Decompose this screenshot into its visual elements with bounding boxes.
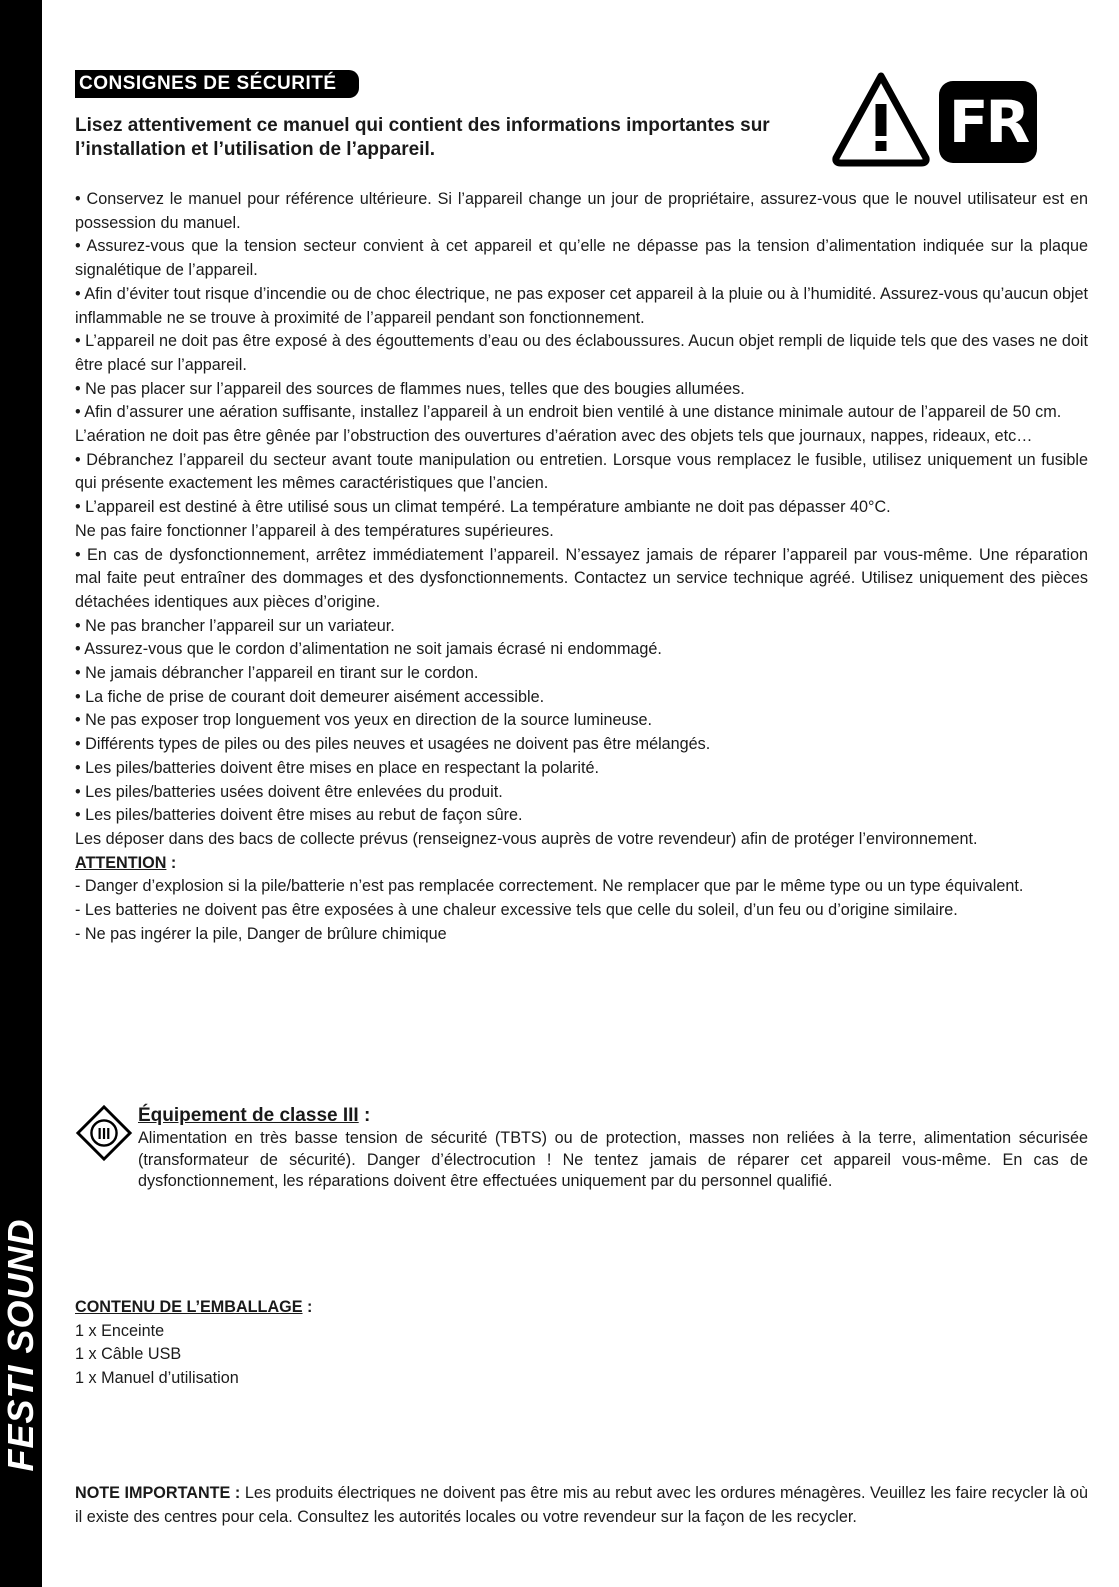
attention-suffix: : <box>166 853 177 872</box>
note-text: Les produits électriques ne doivent pas être mis au rebut avec les ordures ménagères. Veuillez les faire recycler là où il existe des centres pour cela. Consultez les autorités locales ou votre revendeur sur la façon de les recycler. <box>75 1484 1088 1526</box>
intro-text: Lisez attentivement ce manuel qui contient des informations importantes sur l’installation et l’utilisation de l’appareil. <box>75 115 770 160</box>
package-title: CONTENU DE L’EMBALLAGE <box>75 1298 303 1316</box>
class3-text: Alimentation en très basse tension de sécurité (TBTS) ou de protection, masses non reliées à la terre, alimentation sécurisée (transformateur de sécurité). Danger d’électrocution ! Ne tentez jamais de réparer cet appareil vous-même. En cas de dysfonctionnement, les réparations doivent être effectuées uniquement par du personnel qualifié. <box>138 1129 1088 1190</box>
list-item: • Assurez-vous que la tension secteur convient à cet appareil et qu’elle ne dépasse pas la tension d’alimentation indiquée sur la plaque signalétique de l’appareil. <box>75 237 1088 280</box>
safety-section <box>75 70 1088 947</box>
list-item: • Ne pas brancher l’appareil sur un variateur. <box>75 616 395 635</box>
list-item: • L’appareil ne doit pas être exposé à des égouttements d’eau ou des éclaboussures. Aucun objet rempli de liquide tels que des vases ne doit être placé sur l’appareil. <box>75 332 1088 374</box>
list-item: • Les piles/batteries doivent être mises en place en respectant la polarité. <box>75 758 599 777</box>
note-label: NOTE IMPORTANTE : <box>75 1484 241 1502</box>
class3-title: Équipement de classe III <box>138 1105 359 1126</box>
list-item: • Les piles/batteries doivent être mises au rebut de façon sûre. <box>75 806 523 825</box>
language-badge: FR <box>939 81 1037 163</box>
attention-item: - Ne pas ingérer la pile, Danger de brûlure chimique <box>75 924 447 943</box>
list-item: • Assurez-vous que le cordon d’alimentation ne soit jamais écrasé ni endommagé. <box>75 640 662 659</box>
package-section <box>75 1296 312 1391</box>
list-item: • Débranchez l’appareil du secteur avant toute manipulation ou entretien. Lorsque vous remplacez le fusible, utilisez uniquement un fusible qui présente exactement les mêmes caractéristiques que l’ancien. <box>75 450 1088 493</box>
package-suffix: : <box>302 1298 313 1316</box>
list-item: • Différents types de piles ou des piles neuves et usagées ne doivent pas être mélangés. <box>75 735 711 754</box>
list-item: Les déposer dans des bacs de collecte prévus (renseignez-vous auprès de votre revendeur) afin de protéger l’environnement. <box>75 829 978 848</box>
class3-diamond-icon <box>75 1104 133 1162</box>
list-item: • Ne pas exposer trop longuement vos yeux en direction de la source lumineuse. <box>75 711 653 730</box>
list-item: • L’appareil est destiné à être utilisé sous un climat tempéré. La température ambiante ne doit pas dépasser 40°C. <box>75 498 891 517</box>
important-note <box>75 1482 1088 1529</box>
attention-heading <box>75 852 1088 876</box>
package-heading <box>75 1296 312 1320</box>
warning-triangle-icon <box>831 70 931 170</box>
list-item: L’aération ne doit pas être gênée par l’obstruction des ouvertures d’aération avec des objets tels que journaux, nappes, rideaux, etc… <box>75 427 1033 446</box>
list-item: • Ne pas placer sur l’appareil des sources de flammes nues, telles que des bougies allumées. <box>75 379 745 398</box>
attention-item: - Les batteries ne doivent pas être exposées à une chaleur excessive tels que celle du soleil, d’un feu ou d’origine similaire. <box>75 901 958 920</box>
class3-heading <box>138 1104 1088 1128</box>
list-item: • Ne jamais débrancher l’appareil en tirant sur le cordon. <box>75 664 479 683</box>
brand-logo: FESTI SOUND <box>0 1218 41 1472</box>
list-item: • Les piles/batteries usées doivent être enlevées du produit. <box>75 782 503 801</box>
list-item: • En cas de dysfonctionnement, arrêtez immédiatement l’appareil. N’essayez jamais de réparer l’appareil par vous-même. Une réparation mal faite peut entraîner des dommages et des dysfonctionnements. Contactez un service technique agréé. Utilisez uniquement des pièces détachées identiques aux pièces d’origine. <box>75 545 1088 611</box>
class3-content <box>138 1104 1088 1193</box>
attention-item: - Danger d’explosion si la pile/batterie n’est pas remplacée correctement. Ne remplacer que par le même type ou un type équivalent. <box>75 877 1024 896</box>
package-item: 1 x Câble USB <box>75 1345 182 1364</box>
list-item: • Afin d’éviter tout risque d’incendie ou de choc électrique, ne pas exposer cet appareil à la pluie ou à l’humidité. Assurez-vous qu’aucun objet inflammable ne se trouve à proximité de l’appareil pendant son fonctionnement. <box>75 284 1088 327</box>
safety-list <box>75 188 1088 947</box>
attention-title: ATTENTION <box>75 853 167 872</box>
package-item: 1 x Enceinte <box>75 1321 165 1340</box>
brand-sidebar <box>0 0 42 1587</box>
list-item: • La fiche de prise de courant doit demeurer aisément accessible. <box>75 687 545 706</box>
package-item: 1 x Manuel d’utilisation <box>75 1369 239 1388</box>
list-item: • Conservez le manuel pour référence ultérieure. Si l’appareil change un jour de propriétaire, assurez-vous que le nouvel utilisateur est en possession du manuel. <box>75 190 1088 232</box>
list-item: • Afin d’assurer une aération suffisante, installez l’appareil à un endroit bien ventilé à une distance minimale autour de l’appareil de 50 cm. <box>75 403 1062 422</box>
list-item: Ne pas faire fonctionner l’appareil à des températures supérieures. <box>75 521 554 540</box>
section-title: CONSIGNES DE SÉCURITÉ <box>75 70 359 98</box>
class3-suffix: : <box>358 1105 371 1126</box>
class3-section <box>75 1104 1088 1193</box>
class3-icon-label: III <box>97 1125 111 1143</box>
